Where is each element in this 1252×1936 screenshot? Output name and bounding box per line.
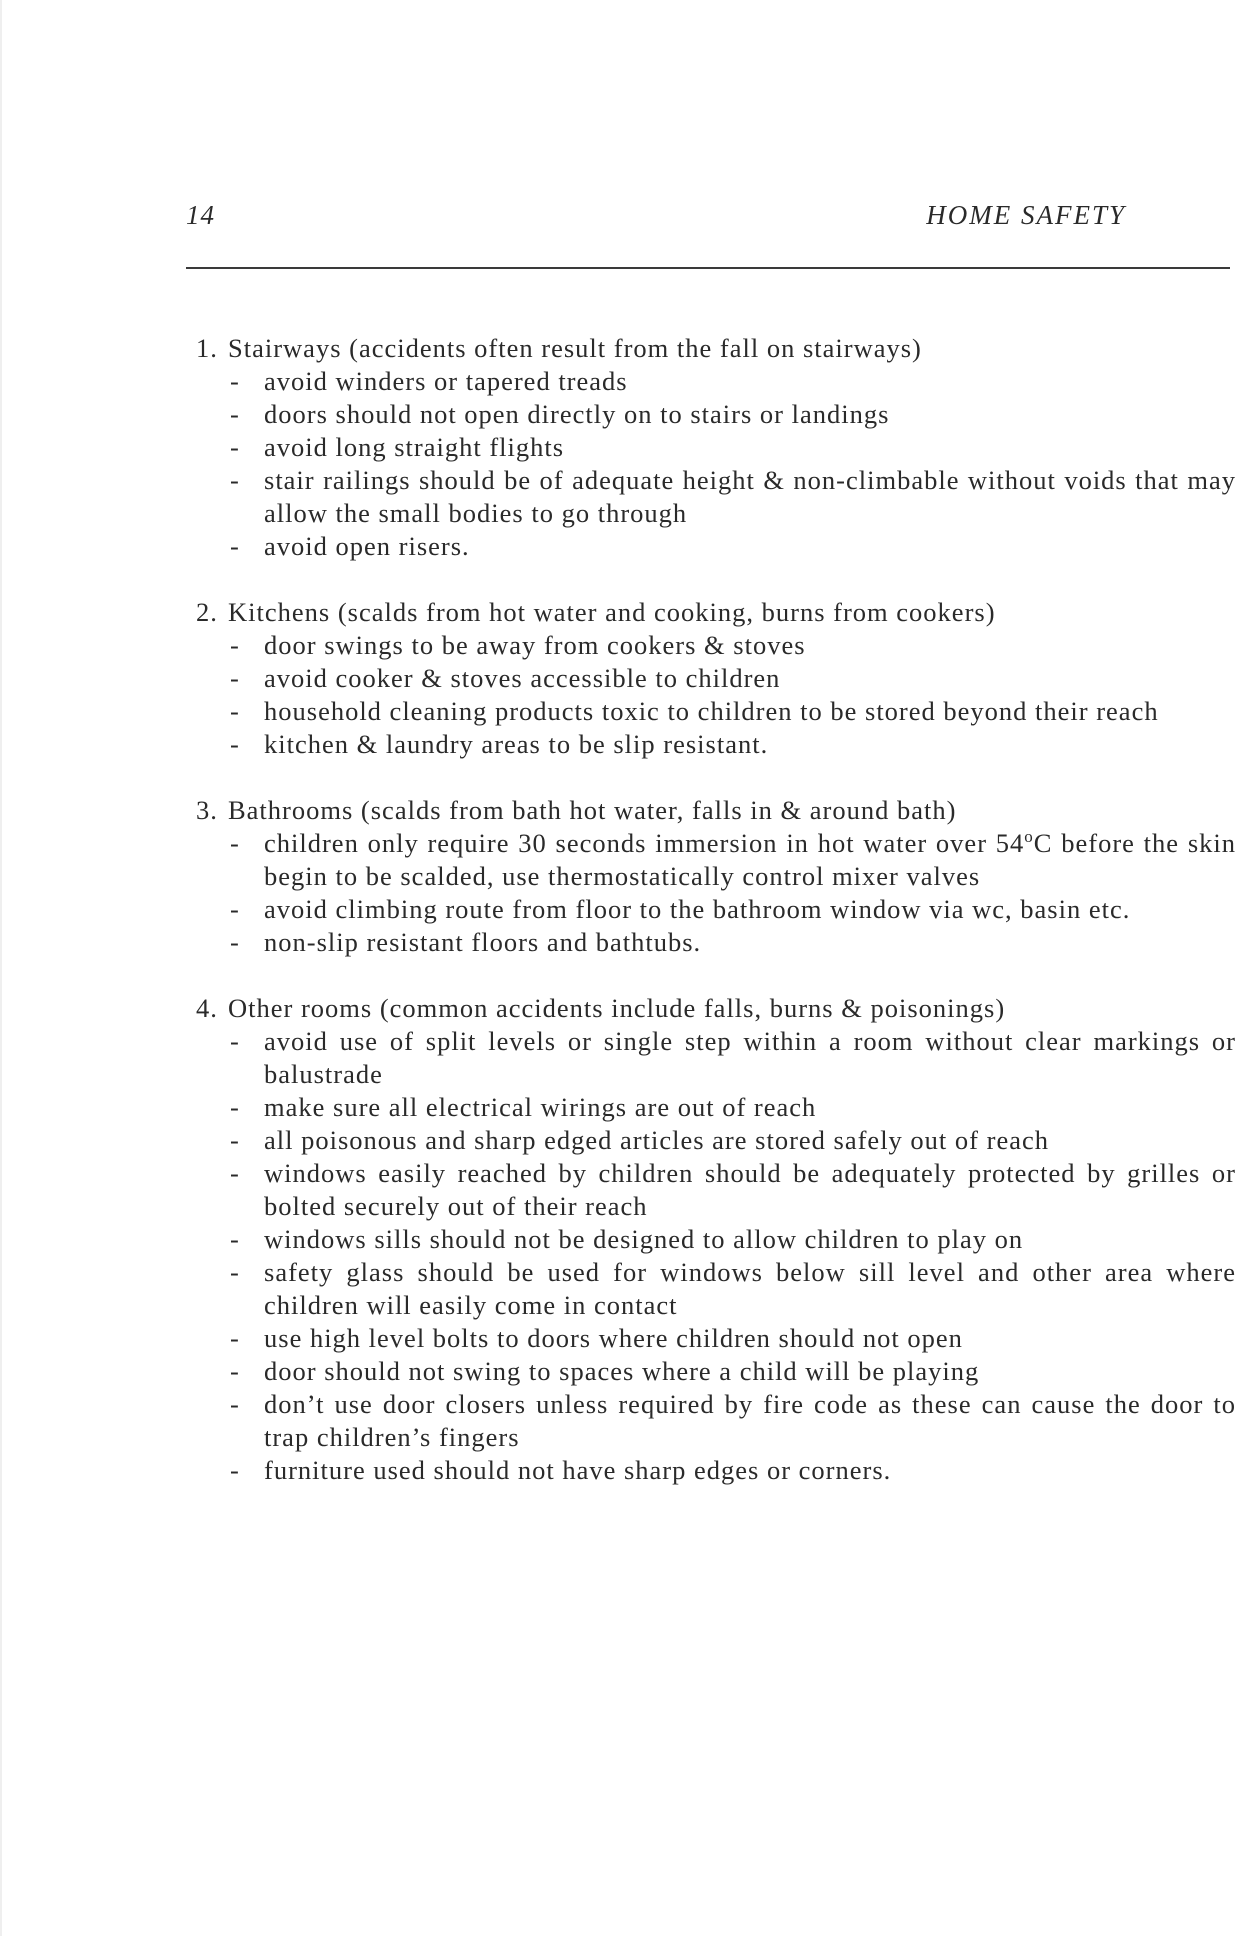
item-text: make sure all electrical wirings are out of reach <box>264 1092 817 1122</box>
section-heading-text: Other rooms (common accidents include falls, burns & poisonings) <box>228 993 1006 1023</box>
section-heading <box>196 596 1236 629</box>
section-stairways <box>196 332 1236 563</box>
dash-bullet: - <box>230 1389 240 1419</box>
dash-bullet: - <box>230 894 240 924</box>
section-heading-text: Bathrooms (scalds from bath hot water, falls in & around bath) <box>228 795 957 825</box>
dash-bullet: - <box>230 465 240 495</box>
header-rule <box>186 267 1230 269</box>
item-text: stair railings should be of adequate height & non-climbable without voids that may allow the small bodies to go through <box>264 465 1236 528</box>
dash-bullet: - <box>230 531 240 561</box>
section-number: 4. <box>196 993 218 1023</box>
page-content <box>196 332 1236 1520</box>
dash-bullet: - <box>230 366 240 396</box>
dash-bullet: - <box>230 1257 240 1287</box>
item-text: use high level bolts to doors where children should not open <box>264 1323 963 1353</box>
list-item <box>196 464 1236 530</box>
list-item <box>196 1223 1236 1256</box>
list-item <box>196 1454 1236 1487</box>
page-number: 14 <box>186 200 215 230</box>
item-text: safety glass should be used for windows below sill level and other area where children will easily come in contact <box>264 1257 1236 1320</box>
dash-bullet: - <box>230 399 240 429</box>
item-text: avoid cooker & stoves accessible to children <box>264 663 781 693</box>
section-bathrooms <box>196 794 1236 959</box>
dash-bullet: - <box>230 927 240 957</box>
item-text-continued: C before the skin begin to be scalded, use thermostatically control mixer valves <box>264 828 1236 891</box>
dash-bullet: - <box>230 729 240 759</box>
list-item <box>196 530 1236 563</box>
dash-bullet: - <box>230 1323 240 1353</box>
list-item <box>196 827 1236 893</box>
dash-bullet: - <box>230 663 240 693</box>
item-text: door swings to be away from cookers & stoves <box>264 630 806 660</box>
dash-bullet: - <box>230 1158 240 1188</box>
section-number: 2. <box>196 597 218 627</box>
item-text: avoid winders or tapered treads <box>264 366 628 396</box>
dash-bullet: - <box>230 1455 240 1485</box>
dash-bullet: - <box>230 1356 240 1386</box>
list-item <box>196 629 1236 662</box>
section-heading <box>196 794 1236 827</box>
dash-bullet: - <box>230 432 240 462</box>
dash-bullet: - <box>230 828 240 858</box>
list-item <box>196 365 1236 398</box>
list-item <box>196 728 1236 761</box>
section-kitchens <box>196 596 1236 761</box>
list-item <box>196 695 1236 728</box>
item-text: avoid climbing route from floor to the bathroom window via wc, basin etc. <box>264 894 1131 924</box>
section-heading <box>196 332 1236 365</box>
dash-bullet: - <box>230 696 240 726</box>
running-title: HOME SAFETY <box>926 200 1126 230</box>
section-number: 1. <box>196 333 218 363</box>
list-item <box>196 1157 1236 1223</box>
item-text: door should not swing to spaces where a child will be playing <box>264 1356 980 1386</box>
dash-bullet: - <box>230 630 240 660</box>
list-item <box>196 1322 1236 1355</box>
item-text: avoid open risers. <box>264 531 470 561</box>
list-item <box>196 1091 1236 1124</box>
item-text: windows sills should not be designed to allow children to play on <box>264 1224 1024 1254</box>
list-item <box>196 662 1236 695</box>
list-item <box>196 1256 1236 1322</box>
dash-bullet: - <box>230 1092 240 1122</box>
list-item <box>196 893 1236 926</box>
list-item <box>196 398 1236 431</box>
item-text: furniture used should not have sharp edges or corners. <box>264 1455 892 1485</box>
section-other-rooms <box>196 992 1236 1487</box>
section-number: 3. <box>196 795 218 825</box>
list-item <box>196 1124 1236 1157</box>
item-text: don’t use door closers unless required by fire code as these can cause the door to trap children’s fingers <box>264 1389 1236 1452</box>
dash-bullet: - <box>230 1026 240 1056</box>
list-item <box>196 1355 1236 1388</box>
page-header <box>186 200 1146 240</box>
list-item <box>196 431 1236 464</box>
section-heading-text: Kitchens (scalds from hot water and cooking, burns from cookers) <box>228 597 996 627</box>
dash-bullet: - <box>230 1125 240 1155</box>
section-heading-text: Stairways (accidents often result from the fall on stairways) <box>228 333 922 363</box>
item-text: avoid use of split levels or single step within a room without clear markings or balustrade <box>264 1026 1236 1089</box>
item-text: household cleaning products toxic to children to be stored beyond their reach <box>264 696 1159 726</box>
section-heading <box>196 992 1236 1025</box>
dash-bullet: - <box>230 1224 240 1254</box>
item-text: doors should not open directly on to stairs or landings <box>264 399 890 429</box>
item-text: avoid long straight flights <box>264 432 565 462</box>
list-item <box>196 1388 1236 1454</box>
degree-superscript: o <box>1024 827 1034 847</box>
item-text: all poisonous and sharp edged articles are stored safely out of reach <box>264 1125 1049 1155</box>
item-text: kitchen & laundry areas to be slip resistant. <box>264 729 769 759</box>
page-edge <box>0 0 2 1936</box>
item-text: non-slip resistant floors and bathtubs. <box>264 927 702 957</box>
item-text: children only require 30 seconds immersion in hot water over 54 <box>264 828 1025 858</box>
item-text: windows easily reached by children should be adequately protected by grilles or bolted securely out of their reach <box>264 1158 1236 1221</box>
list-item <box>196 926 1236 959</box>
list-item <box>196 1025 1236 1091</box>
